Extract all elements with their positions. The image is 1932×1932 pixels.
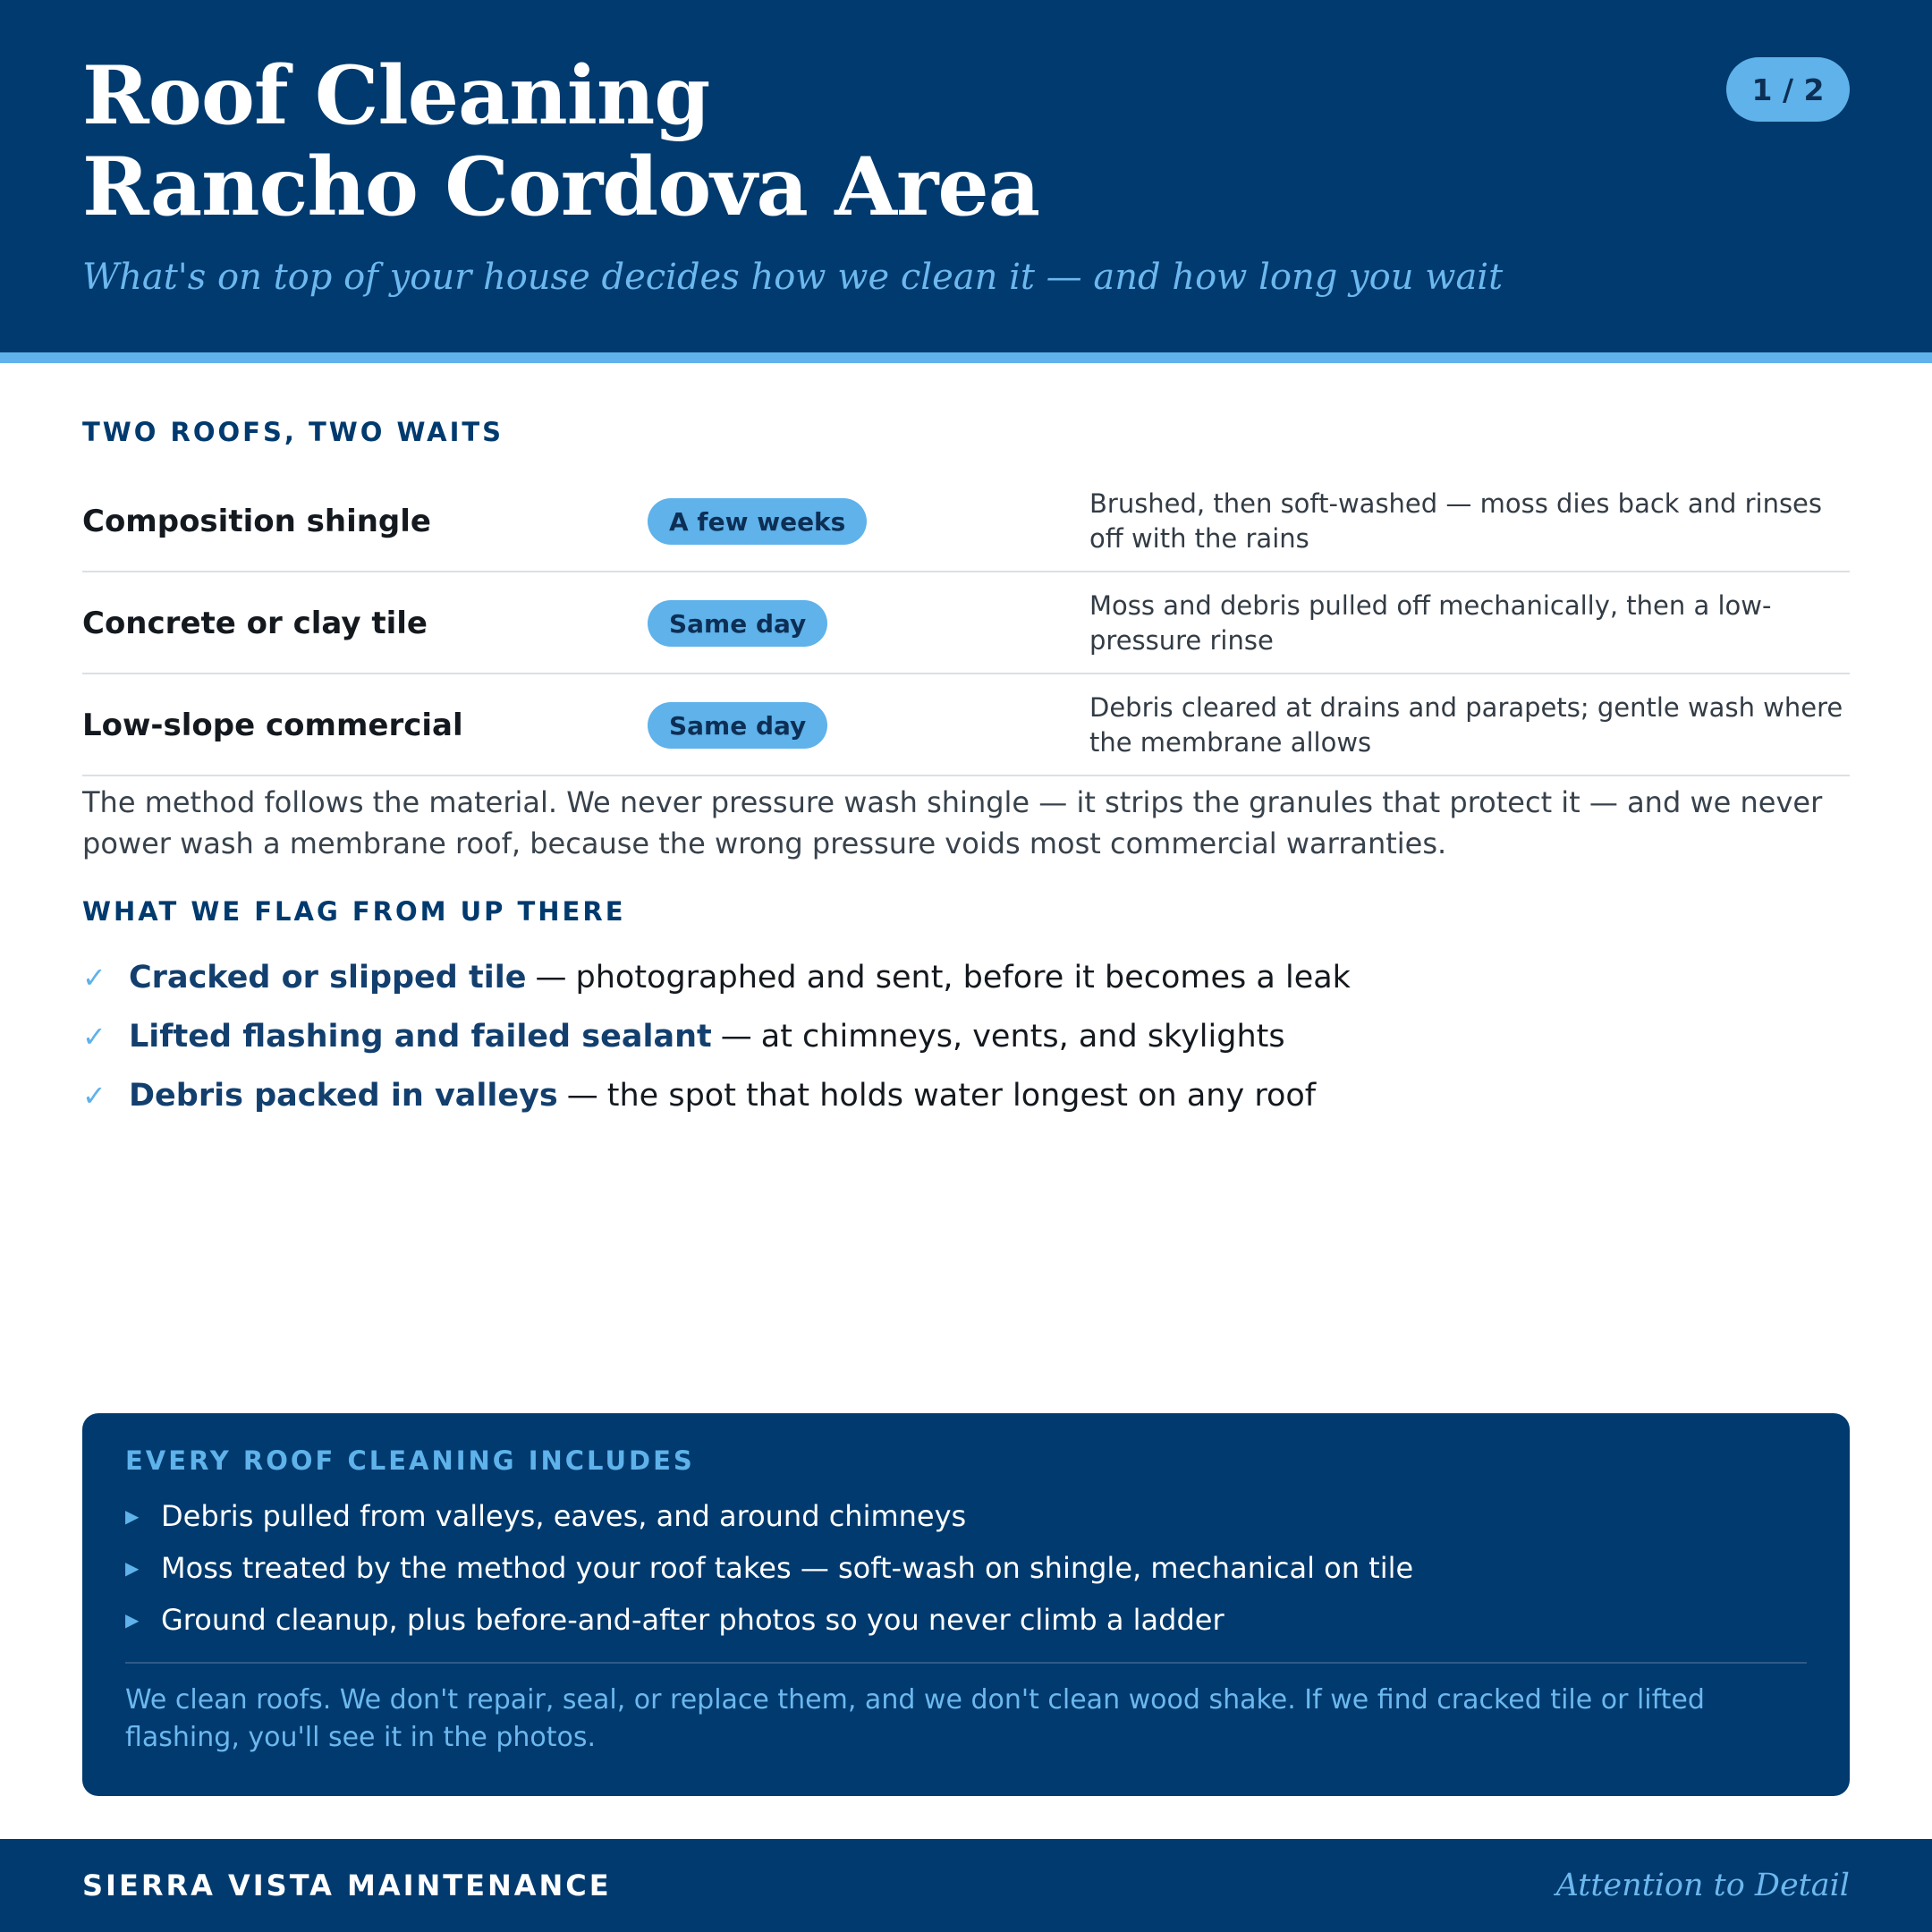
list-item <box>82 948 1850 1007</box>
roof-method-description: Moss and debris pulled off mechanically, then a low-pressure rinse <box>1089 590 1772 656</box>
roof-row <box>82 674 1850 776</box>
flag-item-detail: at chimneys, vents, and skylights <box>760 1019 1285 1055</box>
em-dash-separator: — <box>535 960 567 996</box>
flags-section-label: WHAT WE FLAG FROM UP THERE <box>82 896 626 927</box>
wait-time-badge: A few weeks <box>648 498 867 545</box>
flag-item-detail: photographed and sent, before it becomes a leak <box>575 960 1351 996</box>
header-accent-stripe <box>0 352 1932 363</box>
checkmark-icon: ✓ <box>82 1020 106 1054</box>
includes-callout-box <box>82 1413 1850 1796</box>
list-item <box>125 1594 1807 1646</box>
roof-type-table <box>82 470 1850 776</box>
roof-type-name: Composition shingle <box>82 504 431 539</box>
page-footer <box>0 1839 1932 1932</box>
wait-time-badge: Same day <box>648 600 827 647</box>
method-note: The method follows the material. We never pressure wash shingle — it strips the granules that protect it — and we never power wash a membrane roof, because the wrong pressure voids most commercial warranties. <box>82 785 1823 860</box>
company-tagline: Attention to Detail <box>1555 1868 1850 1903</box>
flag-item-title: Lifted flashing and failed sealant <box>129 1019 712 1055</box>
includes-section-label: EVERY ROOF CLEANING INCLUDES <box>125 1445 695 1476</box>
page-title <box>82 50 1603 233</box>
triangle-bullet-icon: ▶ <box>125 1609 140 1631</box>
includes-list <box>125 1490 1807 1646</box>
wait-time-badge: Same day <box>648 702 827 749</box>
flag-item-title: Debris packed in valleys <box>129 1078 558 1114</box>
checkmark-icon: ✓ <box>82 961 106 995</box>
includes-item-text: Ground cleanup, plus before-and-after photos so you never climb a ladder <box>161 1603 1224 1637</box>
roofs-section-label: TWO ROOFS, TWO WAITS <box>82 417 504 447</box>
page-header <box>0 0 1932 352</box>
company-name: SIERRA VISTA MAINTENANCE <box>82 1868 612 1902</box>
list-item <box>125 1490 1807 1542</box>
page-subtitle: What's on top of your house decides how we clean it — and how long you wait <box>82 257 1504 298</box>
flagged-issues-list <box>82 948 1850 1125</box>
divider <box>125 1662 1807 1664</box>
list-item <box>82 1007 1850 1066</box>
roof-row <box>82 470 1850 572</box>
list-item <box>82 1066 1850 1125</box>
checkmark-icon: ✓ <box>82 1079 106 1113</box>
includes-disclaimer: We clean roofs. We don't repair, seal, or replace them, and we don't clean wood shake. If we find cracked tile or lifted flashing, you'll see it in the photos. <box>125 1684 1705 1753</box>
triangle-bullet-icon: ▶ <box>125 1505 140 1527</box>
includes-item-text: Moss treated by the method your roof takes — soft-wash on shingle, mechanical on tile <box>161 1551 1414 1585</box>
roof-method-description: Brushed, then soft-washed — moss dies back and rinses off with the rains <box>1089 488 1823 554</box>
roof-method-description: Debris cleared at drains and parapets; gentle wash where the membrane allows <box>1089 692 1843 758</box>
page-indicator-badge: 1 / 2 <box>1726 57 1850 122</box>
page-title-line-2: Rancho Cordova Area <box>82 140 1040 234</box>
em-dash-separator: — <box>566 1078 598 1114</box>
em-dash-separator: — <box>720 1019 752 1055</box>
list-item <box>125 1542 1807 1594</box>
includes-item-text: Debris pulled from valleys, eaves, and around chimneys <box>161 1499 967 1533</box>
page-title-line-1: Roof Cleaning <box>82 48 710 143</box>
flag-item-title: Cracked or slipped tile <box>129 960 527 996</box>
roof-type-name: Concrete or clay tile <box>82 606 428 641</box>
roof-type-name: Low-slope commercial <box>82 708 463 743</box>
roof-row <box>82 572 1850 674</box>
triangle-bullet-icon: ▶ <box>125 1557 140 1579</box>
flag-item-detail: the spot that holds water longest on any roof <box>606 1078 1317 1114</box>
